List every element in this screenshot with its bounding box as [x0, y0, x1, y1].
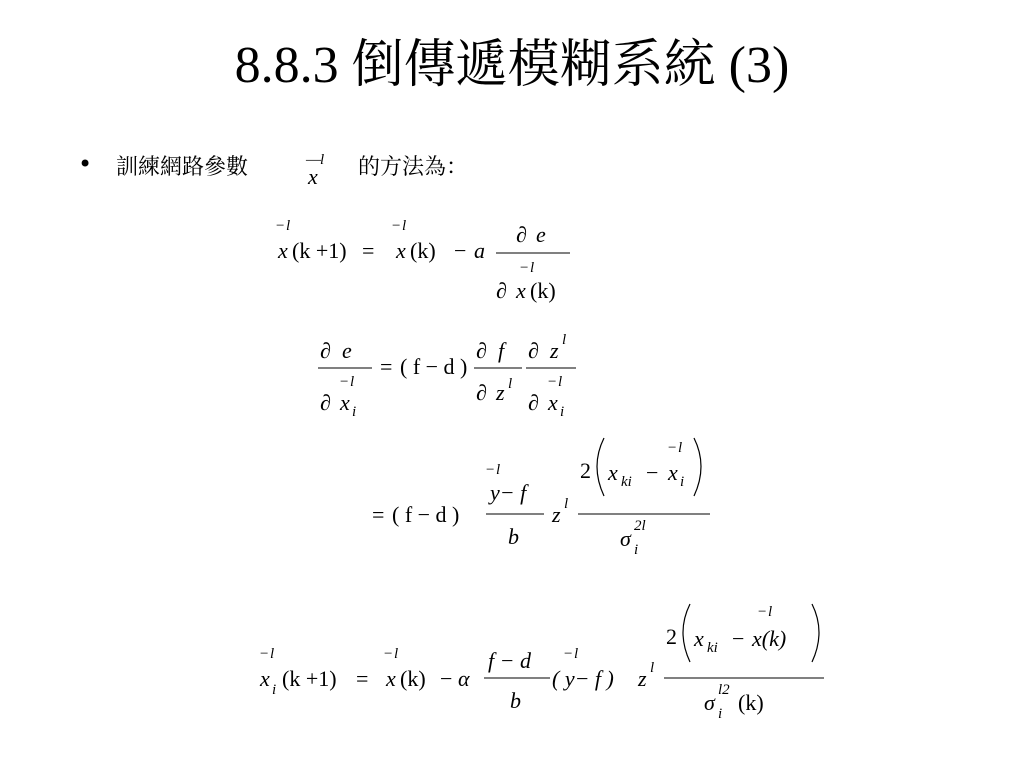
eq1-bar-1: − [276, 218, 285, 234]
bullet-marker: • [78, 150, 93, 178]
eq3-sub-ki: ki [621, 474, 632, 490]
inline-variable-x-bar-l [304, 148, 344, 192]
eq3-equals: = [372, 502, 385, 527]
eq1-a: a [474, 238, 485, 263]
eq4-left-paren [683, 604, 690, 662]
eq1-equals: = [362, 238, 375, 263]
eq3-sup-2l: 2l [634, 518, 646, 534]
eq4-x-rhs: x [386, 666, 396, 691]
eq4-den-args: (k) [738, 690, 764, 715]
eq3-z: z [552, 502, 561, 527]
eq4-alpha: α [458, 666, 470, 691]
eq4-op-minus: − [440, 666, 453, 691]
eq4-z: z [638, 666, 647, 691]
eq4-op-minus-2: − [732, 626, 745, 651]
eq3-f-minus-d: ( f − d ) [392, 502, 460, 527]
eq1-e: e [536, 222, 546, 247]
eq3-sup-l-3: l [678, 440, 683, 456]
eq3-two: 2 [580, 458, 591, 483]
equation-1 [270, 212, 580, 308]
eq3-x-ki: x [608, 460, 618, 485]
inline-x: x [308, 164, 318, 189]
eq1-den-args: (k) [530, 278, 556, 303]
eq3-sub-i: i [680, 474, 685, 490]
eq1-x-den: x [516, 278, 526, 303]
eq4-sup-l-1: l [270, 646, 275, 662]
bullet-text-after: 的方法為： [358, 155, 469, 180]
eq2-f-minus-d: ( f − d ) [400, 354, 468, 379]
eq4-equals: = [356, 666, 369, 691]
slide-title: 8.8.3 倒傳遞模糊系統 (3) [234, 37, 790, 94]
eq2-partial-e: ∂ [320, 338, 331, 363]
eq2-x-2: x [548, 390, 558, 415]
eq4-two: 2 [666, 624, 677, 649]
eq2-equals: = [380, 354, 393, 379]
eq1-sup-l-1: l [286, 218, 291, 234]
eq1-bar-3: − [520, 260, 529, 276]
eq2-e: e [342, 338, 352, 363]
equation-3 [368, 432, 718, 562]
eq4-sup-l-3: l [574, 646, 579, 662]
eq3-sup-l-2: l [564, 496, 569, 512]
eq4-sup-l-4: l [650, 660, 655, 676]
eq2-f: f [498, 338, 505, 363]
eq2-x-1: x [340, 390, 350, 415]
eq3-right-paren [694, 438, 701, 496]
eq3-sigma: σ [620, 526, 631, 551]
eq4-bar-4: − [758, 604, 767, 620]
eq4-sub-i-lhs: i [272, 682, 277, 698]
eq4-sup-l-5: l [768, 604, 773, 620]
eq4-x-k: x(k) [752, 626, 787, 651]
inline-bar: — [306, 152, 321, 168]
eq1-lhs-args: (k +1) [292, 238, 347, 263]
eq2-partial-z-den: ∂ [476, 380, 487, 405]
eq1-x-lhs: x [278, 238, 288, 263]
eq4-x-ki: x [694, 626, 704, 651]
eq3-bar-2: − [668, 440, 677, 456]
eq1-partial-num: ∂ [516, 222, 527, 247]
eq4-sup-l2: l2 [718, 682, 730, 698]
eq2-partial-z-num: ∂ [528, 338, 539, 363]
eq3-sup-l-1: l [496, 462, 501, 478]
eq2-partial-f: ∂ [476, 338, 487, 363]
eq3-op-minus: − [646, 460, 659, 485]
eq4-bar-1: − [260, 646, 269, 662]
eq4-sub-ki: ki [707, 640, 718, 656]
eq3-bar-1: − [486, 462, 495, 478]
eq1-x-rhs: x [396, 238, 406, 263]
eq2-sup-l-2: l [508, 376, 513, 392]
eq4-sigma: σ [704, 690, 715, 715]
eq2-sub-i-1: i [352, 404, 357, 420]
eq1-rhs-args: (k) [410, 238, 436, 263]
eq2-bar-2: − [548, 374, 557, 390]
eq2-sup-l-3: l [562, 332, 567, 348]
eq2-partial-x-1: ∂ [320, 390, 331, 415]
eq4-bar-2: − [384, 646, 393, 662]
eq1-partial-den: ∂ [496, 278, 507, 303]
eq4-sup-l-2: l [394, 646, 399, 662]
eq1-sup-l-3: l [530, 260, 535, 276]
eq4-lhs-args: (k +1) [282, 666, 337, 691]
equation-2 [314, 328, 584, 424]
eq2-sub-i-2: i [560, 404, 565, 420]
eq1-bar-2: − [392, 218, 401, 234]
eq4-f-minus-d: f − d [488, 648, 531, 673]
eq3-sub-i-sigma: i [634, 542, 639, 558]
eq4-b: b [510, 688, 521, 713]
eq2-sup-l-4: l [558, 374, 563, 390]
eq4-sub-i-sigma: i [718, 706, 723, 722]
equation-4 [252, 598, 832, 728]
eq1-sup-l-2: l [402, 218, 407, 234]
eq4-x-lhs: x [260, 666, 270, 691]
eq4-bar-3: − [564, 646, 573, 662]
eq2-z-num: z [550, 338, 559, 363]
bullet-text-before: 訓練網路參數 [116, 155, 249, 180]
eq4-right-paren [812, 604, 819, 662]
eq2-z-den: z [496, 380, 505, 405]
eq4-y-minus-f: ( y− f ) [552, 666, 614, 691]
eq2-sup-l-1: l [350, 374, 355, 390]
eq1-op-minus: − [454, 238, 467, 263]
eq2-partial-x-2: ∂ [528, 390, 539, 415]
inline-sup-l: l [320, 152, 325, 168]
eq2-bar-1: − [340, 374, 349, 390]
eq3-left-paren [597, 438, 604, 496]
eq4-rhs-args: (k) [400, 666, 426, 691]
eq3-b: b [508, 524, 519, 549]
eq3-x-i: x [668, 460, 678, 485]
eq3-y-minus-f: y− f [490, 480, 527, 505]
